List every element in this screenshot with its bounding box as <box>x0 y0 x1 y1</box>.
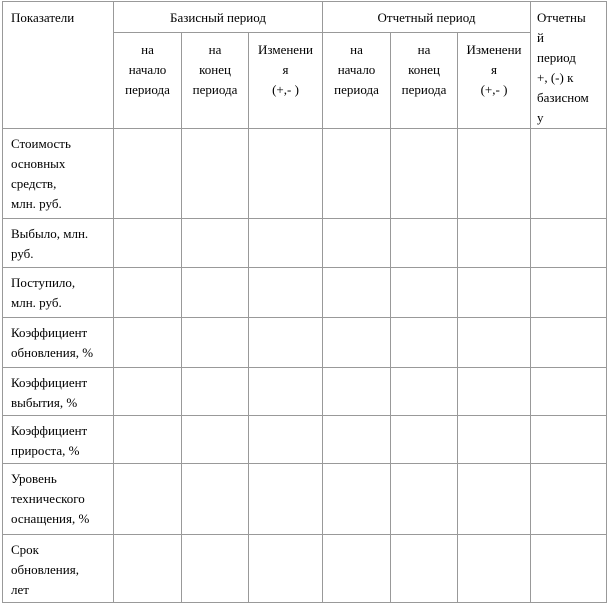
table-row <box>3 535 607 603</box>
header-report-start <box>323 33 391 129</box>
table-cell[interactable] <box>323 129 391 219</box>
row-label-line: Выбыло, млн. <box>11 226 89 241</box>
table-cell[interactable] <box>249 129 323 219</box>
table-cell[interactable] <box>249 535 323 603</box>
table-row <box>3 318 607 368</box>
table-cell[interactable] <box>323 318 391 368</box>
header-line: периода <box>125 82 170 97</box>
table-cell[interactable] <box>249 368 323 416</box>
row-label <box>3 416 114 464</box>
table-cell[interactable] <box>458 464 531 535</box>
header-line: я <box>491 62 497 77</box>
table-cell[interactable] <box>323 268 391 318</box>
table-row <box>3 129 607 219</box>
row-label-line: основных <box>11 156 66 171</box>
table-cell[interactable] <box>531 464 607 535</box>
row-label-line: млн. руб. <box>11 295 62 310</box>
header-line: начало <box>337 62 376 77</box>
header-base-end <box>182 33 249 129</box>
row-label-line: Коэффициент <box>11 423 88 438</box>
row-label-line: Поступило, <box>11 275 76 290</box>
header-indicators-text: Показатели <box>11 10 75 25</box>
table-cell[interactable] <box>531 368 607 416</box>
row-label-line: прироста, % <box>11 443 80 458</box>
row-label-line: оснащения, % <box>11 511 90 526</box>
row-label <box>3 268 114 318</box>
header-base-period <box>114 2 323 33</box>
table-row <box>3 464 607 535</box>
table-cell[interactable] <box>458 268 531 318</box>
table-cell[interactable] <box>323 368 391 416</box>
header-line: я <box>282 62 289 77</box>
row-label <box>3 129 114 219</box>
header-base-period-text: Базисный период <box>170 10 266 25</box>
table-cell[interactable] <box>114 129 182 219</box>
row-label-line: обновления, <box>11 562 79 577</box>
table-cell[interactable] <box>458 219 531 268</box>
table-cell[interactable] <box>182 268 249 318</box>
header-line: на <box>350 42 363 57</box>
header-line: (+,- ) <box>272 82 299 97</box>
table-cell[interactable] <box>323 416 391 464</box>
header-report-vs-base-line: базисном <box>537 90 589 105</box>
row-label-line: Коэффициент <box>11 375 88 390</box>
table-cell[interactable] <box>531 416 607 464</box>
row-label-line: обновления, % <box>11 345 94 360</box>
table-cell[interactable] <box>249 268 323 318</box>
row-label-line: Стоимость <box>11 136 71 151</box>
row-label-line: Срок <box>11 542 39 557</box>
header-indicators <box>3 2 114 129</box>
header-report-end <box>391 33 458 129</box>
header-report-vs-base-line: й <box>537 30 544 45</box>
row-label <box>3 219 114 268</box>
table-cell[interactable] <box>114 318 182 368</box>
header-line: начало <box>128 62 167 77</box>
table-cell[interactable] <box>323 464 391 535</box>
header-line: периода <box>192 82 238 97</box>
table-cell[interactable] <box>391 268 458 318</box>
table-cell[interactable] <box>391 464 458 535</box>
row-label-line: млн. руб. <box>11 196 62 211</box>
table-cell[interactable] <box>391 219 458 268</box>
table-cell[interactable] <box>323 535 391 603</box>
table-cell[interactable] <box>391 535 458 603</box>
header-line: периода <box>401 82 447 97</box>
table-cell[interactable] <box>531 268 607 318</box>
table-cell[interactable] <box>182 368 249 416</box>
row-label-line: Уровень <box>11 471 57 486</box>
table-cell[interactable] <box>249 219 323 268</box>
header-line: конец <box>408 62 440 77</box>
table-cell[interactable] <box>249 464 323 535</box>
row-label <box>3 535 114 603</box>
row-label-line: руб. <box>11 246 34 261</box>
table-cell[interactable] <box>458 535 531 603</box>
header-report-vs-base <box>531 2 607 129</box>
table-row <box>3 268 607 318</box>
table-cell[interactable] <box>391 129 458 219</box>
table-cell[interactable] <box>114 268 182 318</box>
table-cell[interactable] <box>114 368 182 416</box>
row-label-line: лет <box>11 582 29 597</box>
row-label-line: Коэффициент <box>11 325 88 340</box>
row-label-line: выбытия, % <box>11 395 78 410</box>
table-cell[interactable] <box>531 129 607 219</box>
row-label-line: технического <box>11 491 85 506</box>
header-line: Изменени <box>466 42 522 57</box>
table-cell[interactable] <box>182 416 249 464</box>
row-label <box>3 368 114 416</box>
table-cell[interactable] <box>182 219 249 268</box>
header-base-change <box>249 33 323 129</box>
header-base-start <box>114 33 182 129</box>
table-cell[interactable] <box>114 416 182 464</box>
table-cell[interactable] <box>458 416 531 464</box>
table-row <box>3 368 607 416</box>
table-cell[interactable] <box>323 219 391 268</box>
table-cell[interactable] <box>182 535 249 603</box>
row-label <box>3 464 114 535</box>
header-line: периода <box>334 82 379 97</box>
header-line: (+,- ) <box>480 82 508 97</box>
header-report-period <box>323 2 531 33</box>
header-report-vs-base-line: +, (-) к <box>537 70 574 85</box>
header-report-vs-base-line: у <box>537 110 544 125</box>
header-report-vs-base-line: Отчетны <box>537 10 586 25</box>
table-cell[interactable] <box>182 464 249 535</box>
table-cell[interactable] <box>114 219 182 268</box>
header-report-period-text: Отчетный период <box>377 10 476 25</box>
table-cell[interactable] <box>458 368 531 416</box>
table-cell[interactable] <box>458 318 531 368</box>
table-cell[interactable] <box>531 535 607 603</box>
table-cell[interactable] <box>249 416 323 464</box>
table-cell[interactable] <box>531 219 607 268</box>
table-cell[interactable] <box>114 464 182 535</box>
header-report-change <box>458 33 531 129</box>
header-line: Изменени <box>258 42 313 57</box>
row-label <box>3 318 114 368</box>
table-cell[interactable] <box>249 318 323 368</box>
row-label-line: средств, <box>11 176 57 191</box>
table-cell[interactable] <box>391 416 458 464</box>
table-cell[interactable] <box>458 129 531 219</box>
header-report-vs-base-line: период <box>537 50 576 65</box>
indicators-table <box>2 1 607 603</box>
table-cell[interactable] <box>182 129 249 219</box>
table-cell[interactable] <box>391 368 458 416</box>
indicators-table-wrapper <box>2 1 607 603</box>
table-cell[interactable] <box>114 535 182 603</box>
header-line: на <box>417 42 431 57</box>
header-line: на <box>141 42 154 57</box>
header-line: конец <box>199 62 231 77</box>
table-row <box>3 416 607 464</box>
table-cell[interactable] <box>531 318 607 368</box>
table-cell[interactable] <box>391 318 458 368</box>
table-cell[interactable] <box>182 318 249 368</box>
table-row <box>3 219 607 268</box>
header-line: на <box>208 42 222 57</box>
